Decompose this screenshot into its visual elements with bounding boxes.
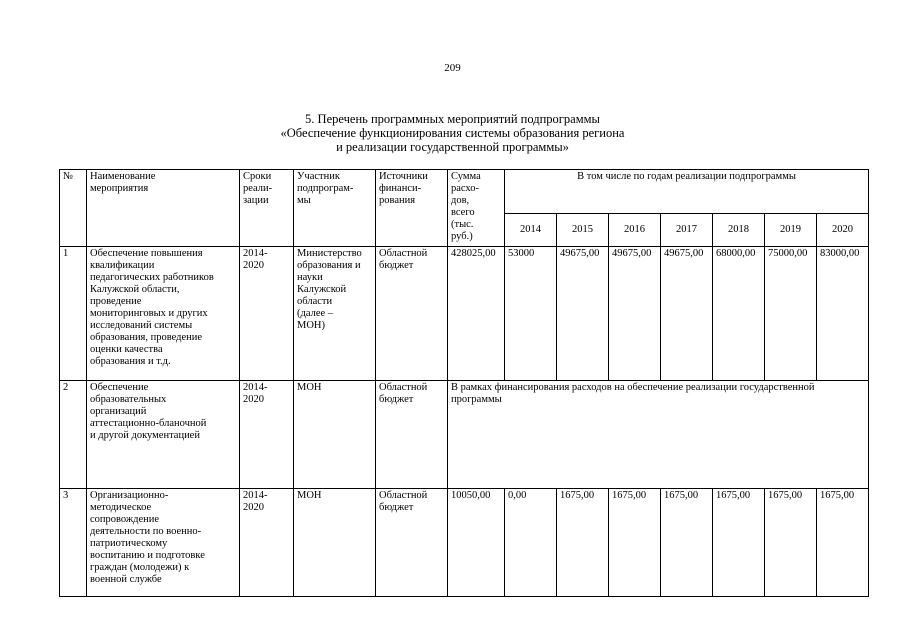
header-source: Источники финанси- рования — [376, 170, 448, 247]
row-year-value: 1675,00 — [661, 489, 713, 597]
header-year: 2014 — [505, 214, 557, 247]
row-year-value: 83000,00 — [817, 247, 869, 381]
row-year-value: 1675,00 — [817, 489, 869, 597]
header-years-group: В том числе по годам реализации подпрограммы — [505, 170, 869, 214]
header-term: Сроки реали- зации — [240, 170, 294, 247]
header-name: Наименование мероприятия — [87, 170, 240, 247]
header-year: 2017 — [661, 214, 713, 247]
row-num: 3 — [60, 489, 87, 597]
row-year-value: 49675,00 — [557, 247, 609, 381]
title-line-2: «Обеспечение функционирования системы образования региона — [280, 126, 625, 140]
row-year-value: 1675,00 — [609, 489, 661, 597]
row-year-value: 1675,00 — [713, 489, 765, 597]
row-financing-note: В рамках финансирования расходов на обеспечение реализации государственной программы — [448, 381, 869, 489]
title-line-1: 5. Перечень программных мероприятий подпрограммы — [305, 112, 600, 126]
header-year: 2020 — [817, 214, 869, 247]
program-activities-table — [59, 169, 869, 597]
row-participant: МОН — [294, 489, 376, 597]
row-year-value: 49675,00 — [661, 247, 713, 381]
table-row — [60, 489, 869, 597]
row-total: 10050,00 — [448, 489, 505, 597]
header-row — [60, 170, 869, 214]
header-year: 2015 — [557, 214, 609, 247]
row-name: Организационно- методическое сопровождение деятельности по военно- патриотическому воспитанию и подготовке граждан (молодежи) к военной службе — [87, 489, 240, 597]
row-year-value: 0,00 — [505, 489, 557, 597]
header-participant: Участник подпрограм- мы — [294, 170, 376, 247]
row-year-value: 49675,00 — [609, 247, 661, 381]
row-year-value: 1675,00 — [765, 489, 817, 597]
row-year-value: 1675,00 — [557, 489, 609, 597]
header-year: 2019 — [765, 214, 817, 247]
table-row — [60, 247, 869, 381]
title-line-3: и реализации государственной программы» — [336, 140, 569, 154]
row-term: 2014- 2020 — [240, 381, 294, 489]
row-name: Обеспечение образовательных организаций аттестационно-бланочной и другой документацией — [87, 381, 240, 489]
header-year: 2018 — [713, 214, 765, 247]
header-num: № — [60, 170, 87, 247]
row-participant: Министерство образования и науки Калужской области (далее – МОН) — [294, 247, 376, 381]
header-year: 2016 — [609, 214, 661, 247]
table-row — [60, 381, 869, 489]
row-name: Обеспечение повышения квалификации педагогических работников Калужской области, проведение мониторинговых и других исследований системы образования, проведение оценки качества образования и т.д. — [87, 247, 240, 381]
row-source: Областной бюджет — [376, 247, 448, 381]
row-year-value: 75000,00 — [765, 247, 817, 381]
row-year-value: 53000 — [505, 247, 557, 381]
row-source: Областной бюджет — [376, 489, 448, 597]
row-source: Областной бюджет — [376, 381, 448, 489]
header-total: Сумма расхо- дов, всего (тыс. руб.) — [448, 170, 505, 247]
row-num: 1 — [60, 247, 87, 381]
row-year-value: 68000,00 — [713, 247, 765, 381]
row-participant: МОН — [294, 381, 376, 489]
row-num: 2 — [60, 381, 87, 489]
page-number: 209 — [444, 62, 461, 74]
row-term: 2014- 2020 — [240, 247, 294, 381]
row-term: 2014- 2020 — [240, 489, 294, 597]
document-title — [0, 112, 905, 154]
row-total: 428025,00 — [448, 247, 505, 381]
